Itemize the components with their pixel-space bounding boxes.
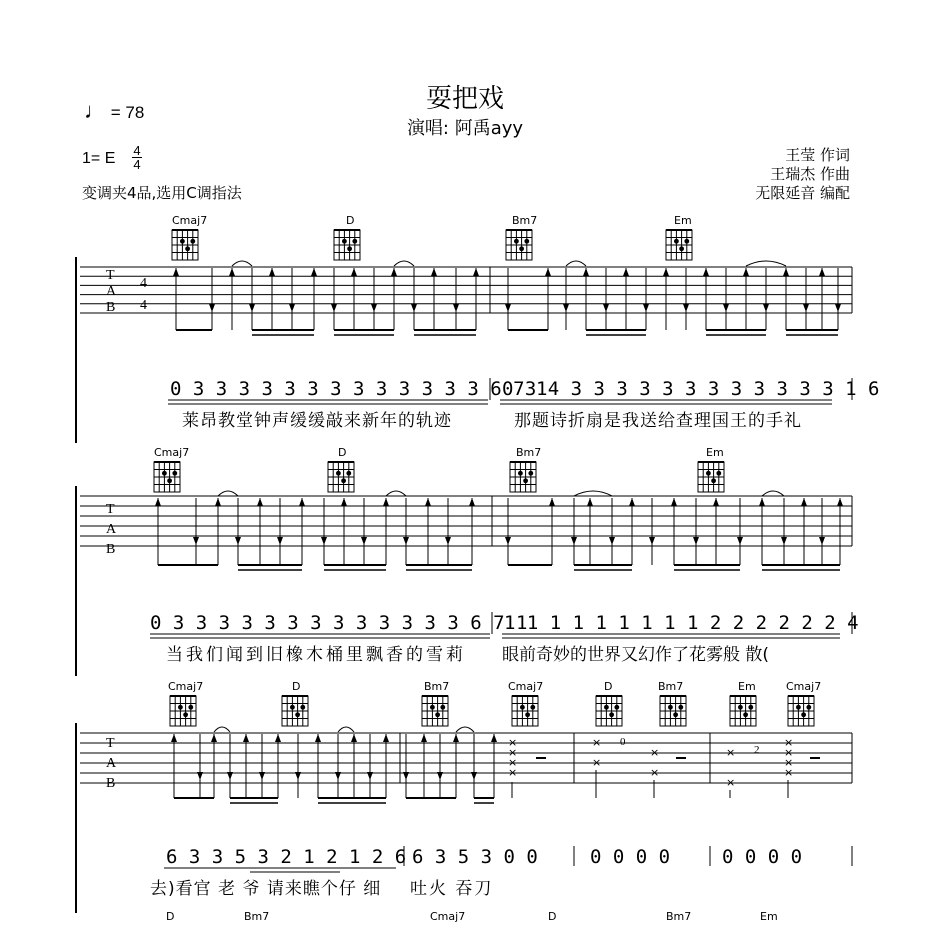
credit-lyricist: 王莹 作词 xyxy=(785,146,850,164)
muted-note: × xyxy=(650,766,660,779)
chord-label: Em xyxy=(760,910,778,923)
chord-diagram-dot xyxy=(520,705,525,710)
tab-clef xyxy=(106,734,116,794)
strum-arrow xyxy=(563,304,569,312)
chord-diagram-dot xyxy=(162,471,167,476)
muted-note: × xyxy=(784,756,794,769)
chord-diagram-dot xyxy=(525,712,530,717)
chord-diagram-dot xyxy=(183,712,188,717)
chord-label: Cmaj7 xyxy=(168,680,204,693)
tab-clef-b: B xyxy=(106,542,116,557)
tie xyxy=(762,491,784,496)
tab-clef-a: A xyxy=(106,522,117,537)
chord-diagram-dot xyxy=(341,478,346,483)
chord-label: Cmaj7 xyxy=(508,680,544,693)
chord-diagram-dot xyxy=(185,246,190,251)
strum-arrow xyxy=(331,304,337,312)
strum-arrow xyxy=(257,498,263,506)
chord-label: D xyxy=(166,910,175,923)
chord-diagram-dot xyxy=(430,705,435,710)
chord-label: Em xyxy=(674,214,692,227)
jianpu-measure: 0 3 3 3 3 3 3 3 3 3 3 3 3 3 6 7 1 xyxy=(150,612,528,634)
strum-arrow xyxy=(643,304,649,312)
tempo-value: = 78 xyxy=(110,103,145,122)
strum-arrow xyxy=(403,772,409,780)
chord-diagram-dot xyxy=(528,471,533,476)
muted-note: × xyxy=(784,736,794,749)
key-label: 1= E xyxy=(82,150,116,167)
chord-diagram-dot xyxy=(684,239,689,244)
chord-diagram-dot xyxy=(435,712,440,717)
chord-label: Bm7 xyxy=(666,910,692,923)
chord-label: Cmaj7 xyxy=(786,680,822,693)
strum-arrow xyxy=(743,268,749,276)
tie xyxy=(394,261,414,266)
chord-label: Em xyxy=(738,680,756,693)
strum-arrow xyxy=(289,304,295,312)
tab-clef-t: T xyxy=(106,736,115,751)
strum-arrow xyxy=(737,537,743,545)
muted-note: × xyxy=(592,736,602,749)
tab-fret-number: 0 xyxy=(620,736,626,748)
strum-arrow xyxy=(431,268,437,276)
tie xyxy=(574,491,612,496)
credit-arranger: 无限延音 编配 xyxy=(755,184,850,202)
strum-arrow xyxy=(211,734,217,742)
strum-arrow xyxy=(703,268,709,276)
chord-diagram-dot xyxy=(336,471,341,476)
strum-arrow xyxy=(759,498,765,506)
strum-arrow xyxy=(421,734,427,742)
strum-arrow xyxy=(623,268,629,276)
strum-arrow xyxy=(321,537,327,545)
staff-layer xyxy=(76,257,852,913)
chord-diagram-dot xyxy=(172,471,177,476)
tab-time-sig-top: 4 xyxy=(140,276,147,291)
lyric-line: 眼前奇妙的世界又幻作了花雾般 散( xyxy=(502,645,770,665)
chord-diagram-dot xyxy=(706,471,711,476)
strum-arrow xyxy=(713,498,719,506)
song-title: 耍把戏 xyxy=(425,84,504,114)
tie xyxy=(338,727,354,732)
chord-diagram-dot xyxy=(300,705,305,710)
quarter-note-icon: ♩ xyxy=(84,98,106,123)
strum-arrow xyxy=(583,268,589,276)
tab-clef-b: B xyxy=(106,300,116,315)
lyric-line: 去)看官 老 爷 请来瞧个仔 细 xyxy=(150,879,382,899)
strum-arrow xyxy=(693,537,699,545)
chord-diagram-dot xyxy=(346,471,351,476)
chord-diagram-dot xyxy=(290,705,295,710)
chord-diagram-dot xyxy=(796,705,801,710)
chord-label: Em xyxy=(706,446,724,459)
strum-arrow xyxy=(173,268,179,276)
strum-arrow xyxy=(351,268,357,276)
chord-label: Bm7 xyxy=(516,446,542,459)
tab-clef-a: A xyxy=(106,284,117,299)
chord-diagram-dot xyxy=(514,239,519,244)
chord-diagram-dot xyxy=(523,478,528,483)
strum-arrow xyxy=(235,537,241,545)
strum-arrow xyxy=(437,772,443,780)
chord-diagram-dot xyxy=(673,712,678,717)
strum-arrow xyxy=(243,734,249,742)
strum-arrow xyxy=(299,498,305,506)
chord-diagram-dot xyxy=(806,705,811,710)
chord-diagram-dot xyxy=(738,705,743,710)
chord-diagram-dot xyxy=(674,239,679,244)
strum-arrow xyxy=(505,304,511,312)
tab-clef-t: T xyxy=(106,268,115,283)
tie xyxy=(566,261,586,266)
muted-note: × xyxy=(726,746,736,759)
chord-label: Bm7 xyxy=(512,214,538,227)
strum-arrow xyxy=(723,304,729,312)
chord-label: D xyxy=(604,680,613,693)
chord-label: Cmaj7 xyxy=(430,910,466,923)
strum-arrow xyxy=(781,537,787,545)
strum-arrow xyxy=(171,734,177,742)
strum-arrow xyxy=(471,772,477,780)
strum-arrow xyxy=(383,734,389,742)
tab-clef xyxy=(106,500,116,560)
tie xyxy=(456,727,474,732)
strum-arrow xyxy=(819,537,825,545)
chord-diagram-dot xyxy=(609,712,614,717)
strum-arrow xyxy=(835,304,841,312)
tie xyxy=(214,727,230,732)
strum-arrow xyxy=(367,772,373,780)
strum-arrow xyxy=(549,498,555,506)
chord-diagram-dot xyxy=(524,239,529,244)
chord-diagram-dot xyxy=(679,246,684,251)
chord-diagram-dot xyxy=(518,471,523,476)
chord-label: Bm7 xyxy=(244,910,270,923)
chord-diagram-dot xyxy=(188,705,193,710)
jianpu-measure: 0 3 4 3 3 3 3 3 3 3 3 3 3 3 3 1 6 xyxy=(502,378,880,400)
chord-label: D xyxy=(292,680,301,693)
chord-label: D xyxy=(548,910,557,923)
strum-arrow xyxy=(453,304,459,312)
strum-arrow xyxy=(311,268,317,276)
muted-note: × xyxy=(508,746,518,759)
strum-arrow xyxy=(445,537,451,545)
tie xyxy=(746,261,786,266)
strum-arrow xyxy=(819,268,825,276)
strum-arrow xyxy=(215,498,221,506)
credit-composer: 王瑞杰 作曲 xyxy=(770,165,850,183)
tab-fret-number: 2 xyxy=(754,744,760,756)
chord-label: D xyxy=(346,214,355,227)
muted-note: × xyxy=(726,776,736,789)
strum-arrow xyxy=(603,304,609,312)
muted-note: × xyxy=(508,766,518,779)
strum-arrow xyxy=(371,304,377,312)
jianpu-measure: 1 1 1 1 1 1 1 1 1 2 2 2 2 2 2 4 xyxy=(504,612,859,634)
strum-arrow xyxy=(411,304,417,312)
muted-note: × xyxy=(508,756,518,769)
lyric-line: 吐火 吞刀 xyxy=(410,879,494,899)
strum-arrow xyxy=(803,304,809,312)
strum-arrow xyxy=(259,772,265,780)
strum-arrow xyxy=(663,268,669,276)
strum-arrow xyxy=(155,498,161,506)
muted-note: × xyxy=(592,756,602,769)
chord-label: Cmaj7 xyxy=(154,446,190,459)
strum-arrow xyxy=(609,537,615,545)
strum-arrow xyxy=(453,734,459,742)
chord-label: D xyxy=(338,446,347,459)
strum-arrow xyxy=(425,498,431,506)
jianpu-measure: 0 3 3 3 3 3 3 3 3 3 3 3 3 3 6 7 1 xyxy=(170,378,548,400)
tie xyxy=(386,491,406,496)
jianpu-measure: 6 3 3 5 3 2 1 2 1 2 6 xyxy=(166,846,407,868)
strum-arrow xyxy=(391,268,397,276)
chord-diagram-dot xyxy=(604,705,609,710)
strum-arrow xyxy=(469,498,475,506)
chord-diagram-dot xyxy=(711,478,716,483)
strum-arrow xyxy=(383,498,389,506)
chord-diagram-dot xyxy=(180,239,185,244)
strum-arrow xyxy=(249,304,255,312)
strum-arrow xyxy=(505,537,511,545)
jianpu-measure: 0 0 0 0 xyxy=(590,846,671,868)
chord-diagram-dot xyxy=(801,712,806,717)
time-sig-bottom: 4 xyxy=(133,157,141,172)
strum-arrow xyxy=(683,304,689,312)
strum-arrow xyxy=(545,268,551,276)
chord-label: Bm7 xyxy=(424,680,450,693)
chord-diagram-dot xyxy=(167,478,172,483)
lyric-line: 莱昂教堂钟声缓缓敲来新年的轨迹 xyxy=(182,411,452,431)
strum-arrow xyxy=(341,498,347,506)
chord-diagram-dot xyxy=(352,239,357,244)
strum-arrow xyxy=(277,537,283,545)
strum-arrow xyxy=(315,734,321,742)
chord-diagram-dot xyxy=(178,705,183,710)
strum-arrow xyxy=(335,772,341,780)
chord-label: Bm7 xyxy=(658,680,684,693)
strum-arrow xyxy=(403,537,409,545)
chord-label: Cmaj7 xyxy=(172,214,208,227)
muted-note: × xyxy=(508,736,518,749)
time-sig-top: 4 xyxy=(133,143,141,158)
strum-arrow xyxy=(801,498,807,506)
chord-diagram-dot xyxy=(190,239,195,244)
capo-note: 变调夹4品,选用C调指法 xyxy=(82,184,242,202)
strum-arrow xyxy=(275,734,281,742)
singer-line: 演唱: 阿禹ayy xyxy=(406,118,524,139)
chord-diagram-dot xyxy=(668,705,673,710)
strum-arrow xyxy=(295,772,301,780)
strum-arrow xyxy=(783,268,789,276)
muted-note: × xyxy=(784,766,794,779)
chord-diagram-dot xyxy=(440,705,445,710)
chord-diagram-dot xyxy=(342,239,347,244)
muted-note: × xyxy=(784,746,794,759)
lyric-line: 那题诗折扇是我送给查理国王的手礼 xyxy=(514,411,802,431)
strum-arrow xyxy=(361,537,367,545)
chord-diagram-dot xyxy=(748,705,753,710)
strum-arrow xyxy=(197,772,203,780)
strum-arrow xyxy=(571,537,577,545)
strum-arrow xyxy=(837,498,843,506)
chord-diagram-dot xyxy=(743,712,748,717)
tab-time-signature xyxy=(140,273,147,317)
tie xyxy=(218,491,238,496)
tab-clef-t: T xyxy=(106,502,115,517)
chord-diagram-dot xyxy=(678,705,683,710)
strum-arrow xyxy=(209,304,215,312)
chord-diagram-dot xyxy=(716,471,721,476)
lyric-line: 当我们闻到旧橡木桶里飘香的雪莉 xyxy=(166,645,466,665)
strum-arrow xyxy=(649,537,655,545)
muted-note: × xyxy=(650,746,660,759)
jianpu-measure: 0 0 0 0 xyxy=(722,846,803,868)
jianpu-measure: 6 3 5 3 0 0 xyxy=(412,846,538,868)
strum-arrow xyxy=(671,498,677,506)
strum-arrow xyxy=(587,498,593,506)
strum-arrow xyxy=(491,734,497,742)
strum-arrow xyxy=(351,734,357,742)
strum-arrow xyxy=(227,772,233,780)
strum-arrow xyxy=(629,498,635,506)
strum-arrow xyxy=(193,537,199,545)
strum-arrow xyxy=(473,268,479,276)
tab-clef xyxy=(106,268,116,316)
strum-arrow xyxy=(269,268,275,276)
chord-diagram-dot xyxy=(295,712,300,717)
tab-time-sig-bottom: 4 xyxy=(140,298,147,313)
chord-diagram-dot xyxy=(614,705,619,710)
strum-arrow xyxy=(229,268,235,276)
chord-diagram-dot xyxy=(519,246,524,251)
tab-clef-b: B xyxy=(106,776,116,791)
strum-arrow xyxy=(763,304,769,312)
chord-diagram-dot xyxy=(530,705,535,710)
tab-clef-a: A xyxy=(106,756,117,771)
chord-diagram-dot xyxy=(347,246,352,251)
tie xyxy=(232,261,252,266)
